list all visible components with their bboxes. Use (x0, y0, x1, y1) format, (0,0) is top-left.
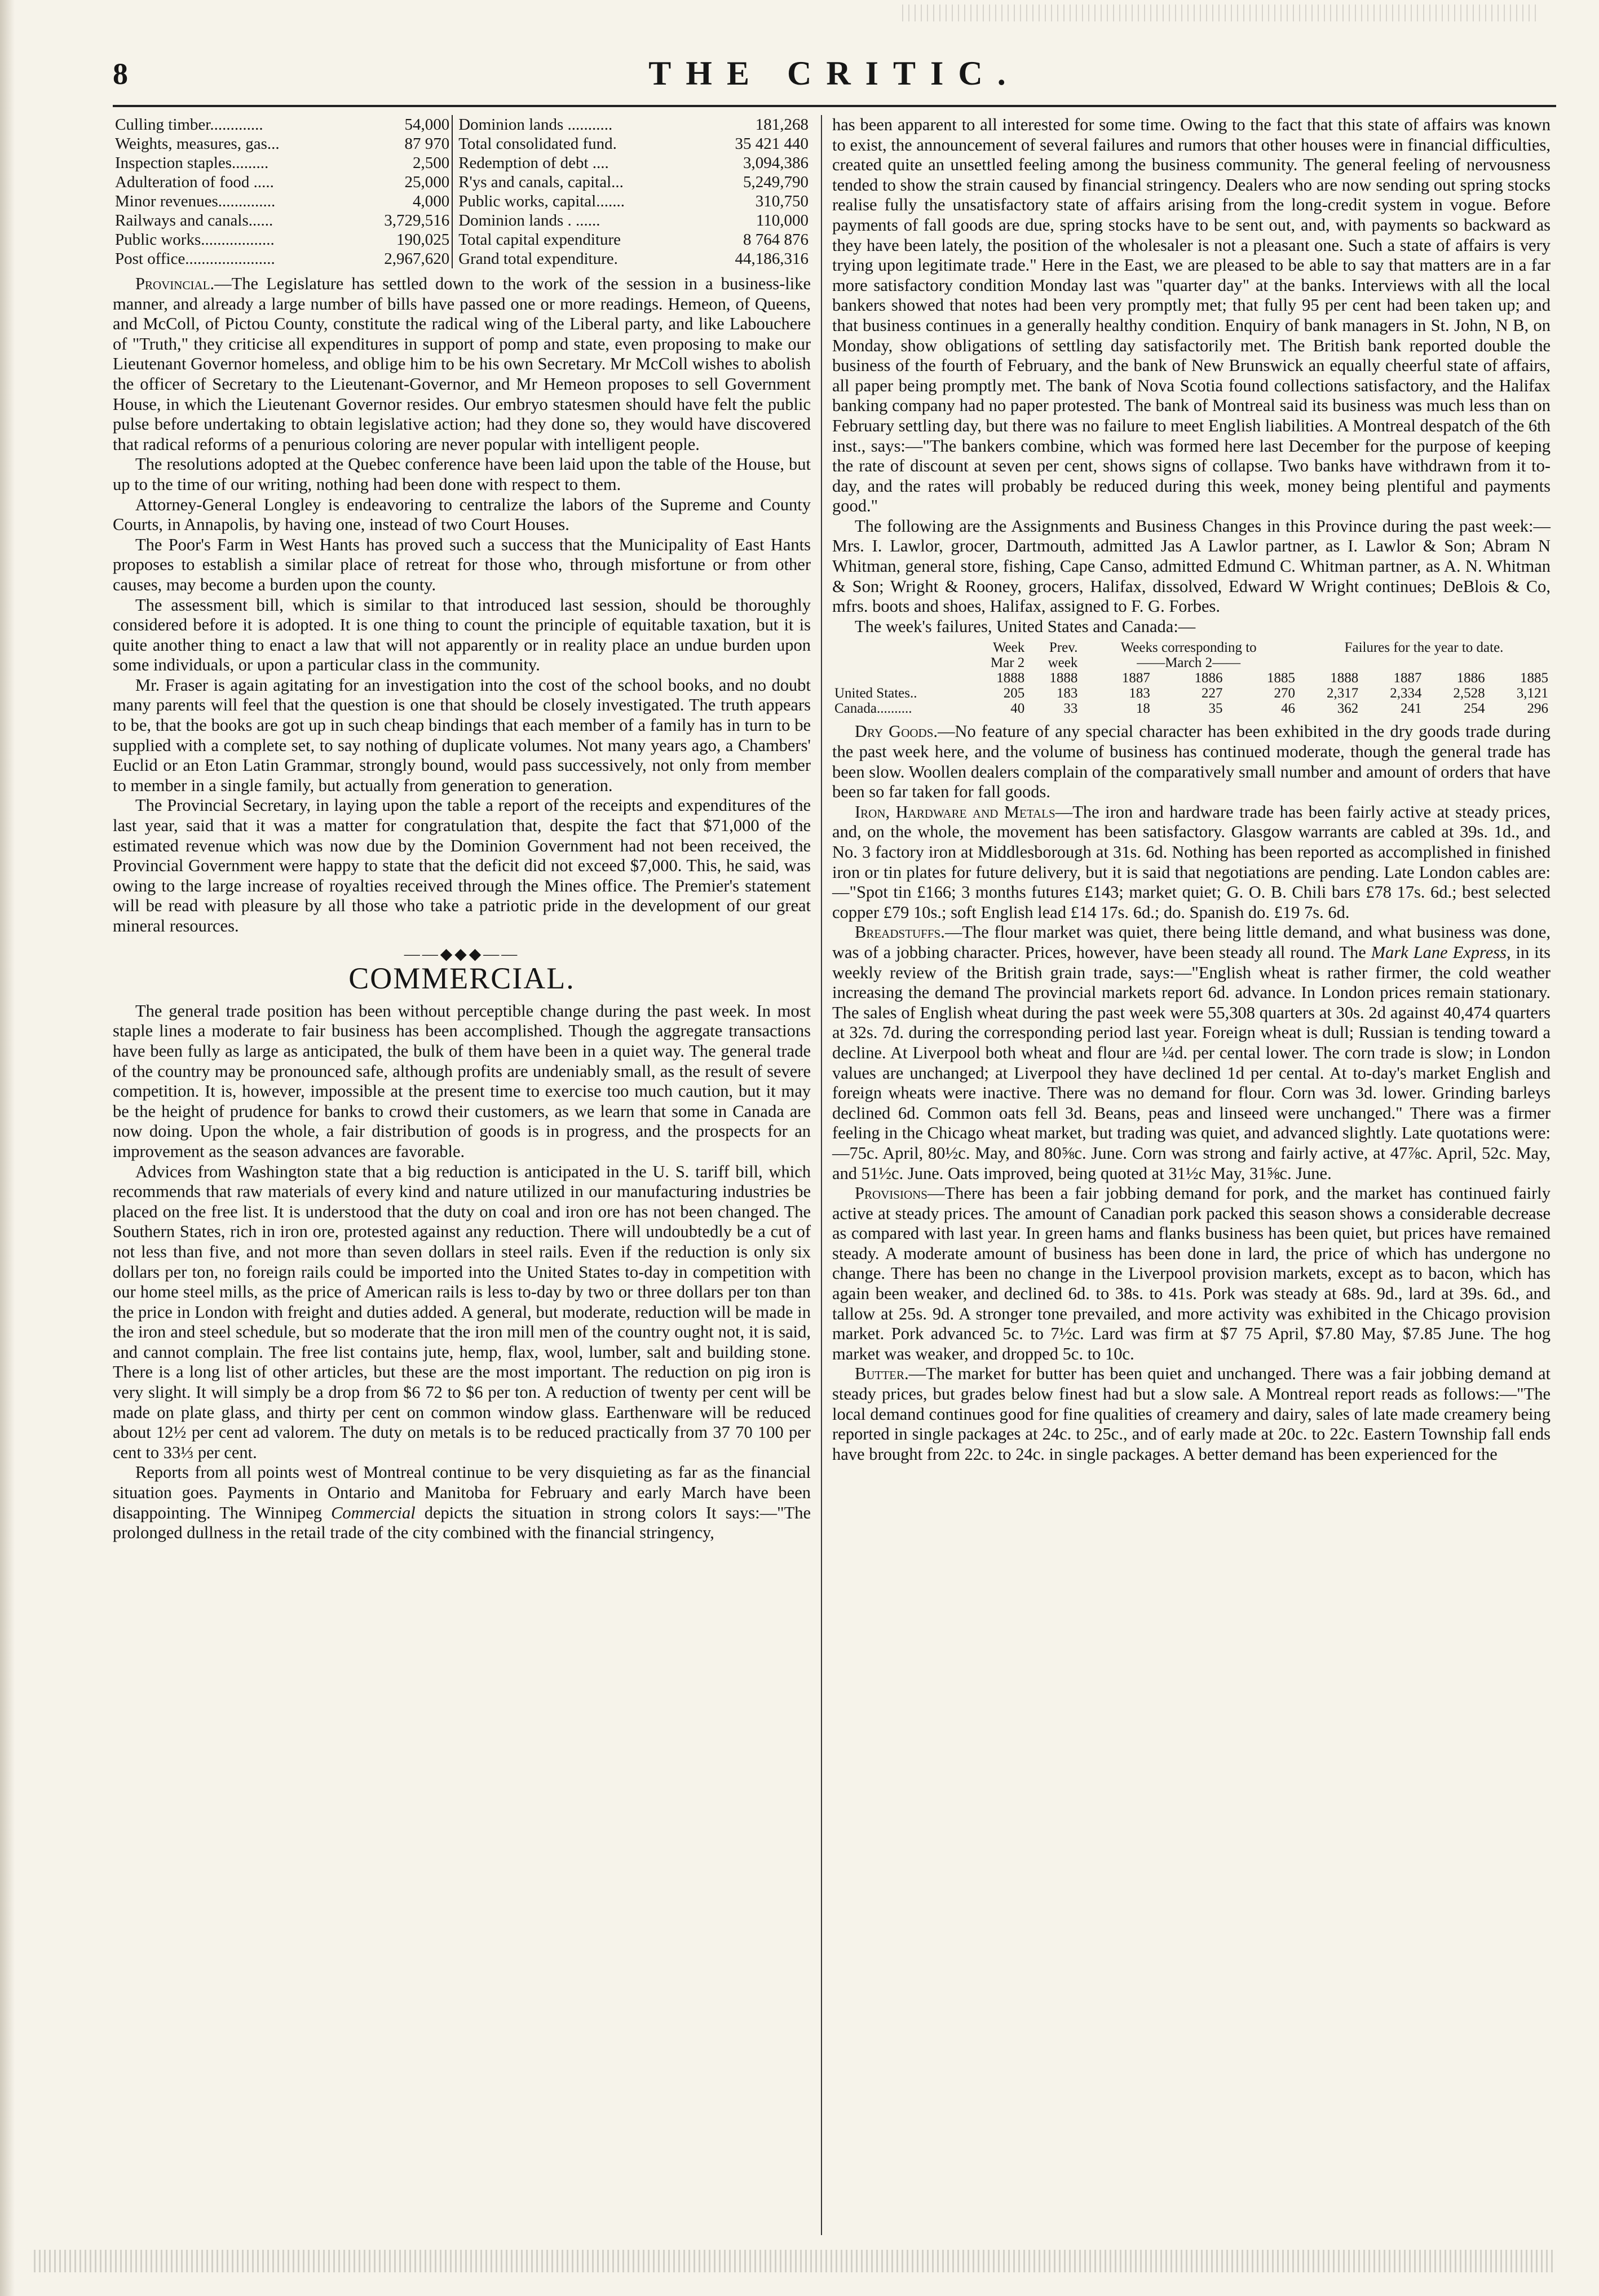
failures-cell: 2,317 (1326, 686, 1359, 701)
failures-cell: United States.. (834, 686, 917, 701)
expenditure-cell: 25,000 (404, 173, 450, 191)
expenditure-row (113, 173, 811, 192)
expenditure-cell: Public works.................. (115, 231, 275, 249)
expenditure-cell: 110,000 (756, 211, 809, 229)
expenditure-cell: Post office...................... (115, 250, 275, 268)
provisions-lead: Provisions (855, 1184, 927, 1203)
failures-cell: 241 (1400, 701, 1422, 717)
failures-h1-cell: Weeks corresponding to (1120, 640, 1257, 656)
expenditure-row (113, 249, 811, 268)
commercial-p3-b: depicts the situation in strong colors It says:—"The prolonged dullness in the retail trade of the city combined with the financial stringency, (113, 1503, 811, 1543)
section-ornament: ——◆◆◆—— (404, 945, 520, 963)
commercial-p1: The general trade position has been without perceptible change during the past week. In most staple lines a moderate to fair business has been accomplished. Though the aggregate transactions have been fully as large as anticipated, the bulk of them have been in a quiet way. The general trade of the country may be pronounced safe, although profits are undeniably small, as the result of severe competition. It is, however, impossible at the present time to exercise too much caution, but it may be the height of prudence for banks to crowd their customers, as we learn that some in Canada are now doing. Upon the whole, a fair distribution of goods is in progress, and the prospects for an improvement as the season advances are favorable. (113, 1001, 811, 1161)
expenditure-cell: Weights, measures, gas... (115, 135, 280, 153)
expenditure-cell: Railways and canals...... (115, 211, 273, 229)
failures-h1-cell: Failures for the year to date. (1344, 640, 1504, 656)
expenditure-cell: Culling timber............. (115, 116, 263, 134)
expenditure-cell: Inspection staples......... (115, 154, 269, 172)
provincial-p5: The assessment bill, which is similar to that introduced last session, should be thoroughly considered before it is adopted. It is one thing to count the principle of equitable taxation, but it is quite another thing to enact a law that will not apparently or in reality place an undue burden upon some individuals, or upon a particular class in the community. (113, 595, 811, 675)
expenditure-cell: 2,967,620 (384, 250, 450, 268)
provincial-lead: Provincial. (135, 274, 215, 293)
commercial-p3-a: Reports from all points west of Montreal continue to be very disquieting as far as the financial situation goes. Payments in Ontario and Manitoba for February and early March have been disappointing. The Winnipeg (113, 1463, 811, 1522)
expenditure-cell: Adulteration of food ..... (115, 173, 274, 191)
masthead (113, 56, 1556, 96)
right-p1: has been apparent to all interested for some time. Owing to the fact that this state of affairs was known to exist, the announcement of several failures and rumors that other houses were in financial difficulties, created quite an unsettled feeling among the business community. The general feeling of nervousness tended to show the strain caused by financial stringency. Dealers who are now sending out spring stocks realise fully the unsatisfactory state of affairs arising from the long-credit system in vogue. Before payments of fall goods are due, spring stocks have to be sent out, and, with payments so backward as they have been lately, the position of the wholesaler is not a pleasant one. Such a state of affairs is very trying upon legitimate trade." Here in the East, we are pleased to be able to say that matters are in a far more satisfactory condition Monday last was "quarter day" at the banks. Interviews with all the local bankers showed that notes had been very promptly met; that fully 95 per cent had been taken up; and that business continues in a generally healthy condition. Enquiry of bank managers in St. John, N B, on Monday, show obligations of settling day satisfactorily met. The British bank reported double the business of the fourth of February, and the bank of New Brunswick an equally cheerful state of affairs, all paper being promptly met. The bank of Nova Scotia found collections satisfactory, and the Halifax banking company had no paper protested. The bank of Montreal said its business was much less than on February settling day, but there was no failure to meet English liabilities. A Montreal despatch of the 6th inst., says:—"The bankers combine, which was formed here last December for the purpose of keeping the rate of discount at seven per cent, shows signs of collapse. Two banks have withdrawn from it to-day, and the rates will probably be reduced during this week, money being plentiful and payments good." (832, 115, 1551, 516)
commercial-heading: COMMERCIAL. (348, 961, 575, 996)
expenditure-table (113, 115, 811, 268)
expenditure-cell: Minor revenues.............. (115, 192, 276, 210)
breadstuffs-lead: Breadstuffs. (855, 922, 945, 942)
butter-lead: Butter. (855, 1364, 909, 1384)
failures-years-row (832, 670, 1551, 686)
failures-year-cell: 1886 (1456, 670, 1485, 686)
right-p3: The week's failures, United States and Canada:— (855, 616, 1196, 636)
expenditure-cell: Dominion lands ........... (452, 115, 700, 134)
expenditure-cell: 8 764 876 (743, 231, 809, 249)
failures-cell: 183 (1129, 686, 1150, 701)
butter-text: —The market for butter has been quiet and unchanged. There was a fair jobbing demand at steady prices, but grades below finest had but a slow sale. A Montreal report reads as follows:—"The local demand continues good for fine qualities of creamery and dairy, sales of late made creamery being reported in single packages at 24c. to 25c., and of early made at 20c. to 22c. Eastern Township fall ends have brought from 22c. to 24c. in single packages. A better demand has been experienced for the (832, 1364, 1551, 1464)
failures-cell: 227 (1201, 686, 1223, 701)
expenditure-cell: Dominion lands . ...... (452, 211, 700, 230)
failures-year-cell: 1888 (996, 670, 1025, 686)
expenditure-row (113, 134, 811, 153)
expenditure-row (113, 153, 811, 173)
commercial-p2: Advices from Washington state that a big reduction is anticipated in the U. S. tariff bill, which recommends that raw materials of every kind and nature utilized in our manufacturing industries be placed on the free list. It is understood that the duty on coal and iron ore has not been changed. The Southern States, rich in iron ore, protested against any reduction. There will undoubtedly be a cut of not less than five, and not more than seven dollars in steel rails. Even if the reduction is only six dollars per ton, no foreign rails could be imported into the United States to-day in competition with our home steel mills, as the price of American rails is less to-day by two or three dollars per ton than the price in London with freight and duties added. A general, but moderate, reduction will be made in the iron and steel schedule, but so moderate that the iron mill men of the country ought not, it is said, and cannot complain. The free list contains jute, hemp, flax, wool, lumber, salt and building stone. There is a long list of other articles, but these are the most important. The reduction on pig iron is very slight. It will simply be a drop from $6 72 to $6 per ton. A reduction of twenty per cent will be made on plate glass, and thirty per cent on common window glass. Earthenware will be reduced about 12½ per cent ad valorem. The duty on metals is to be reduced practically from 37 70 100 per cent to 33⅓ per cent. (113, 1162, 811, 1462)
print-smudge-bottom (34, 2250, 1556, 2272)
expenditure-cell: 5,249,790 (743, 173, 809, 191)
failures-year-cell: 1888 (1049, 670, 1078, 686)
column-divider (821, 115, 822, 2235)
failures-h2-cell (1297, 655, 1551, 670)
failures-cell: 270 (1274, 686, 1296, 701)
expenditure-cell: R'ys and canals, capital... (452, 173, 700, 192)
breadstuffs-text-a: —The flour market was quiet, there being little demand, and what business was done, was of a jobbing character. Prices, however, have been steady all round. The (832, 922, 1551, 962)
expenditure-cell: 3,729,516 (384, 211, 450, 229)
expenditure-cell: 310,750 (755, 192, 809, 210)
failures-h1-cell (832, 640, 967, 655)
page-number: 8 (113, 57, 128, 91)
failures-year-cell: 1885 (1520, 670, 1548, 686)
expenditure-cell: 2,500 (412, 154, 450, 172)
provincial-p3: Attorney-General Longley is endeavoring to centralize the labors of the Supreme and County Courts, in Annapolis, by having one, instead of two Court Houses. (113, 494, 811, 535)
expenditure-cell: 87 970 (404, 135, 450, 153)
failures-h2-cell: Mar 2 (990, 655, 1025, 671)
failures-h1-cell: Week (992, 640, 1025, 656)
provisions-text: —There has been a fair jobbing demand for pork, and the market has continued fairly active at steady prices. The amount of Canadian pork packed this season shows a considerable decrease as compared with last year. In green hams and flanks business has been quiet, but prices have remained steady. A moderate amount of business has been done in lard, the price of which has undergone no change. There has been no change in the Liverpool provision markets, except as to bacon, which has again been weaker, and declined 6d. to 38s. to 41s. Pork was steady at 68s. 9d., lard at 39s. 6d., and tallow at 25s. 9d. A stronger tone prevailed, and more activity was exhibited in the Chicago provision market. Pork advanced 5c. to 7½c. Lard was firm at $7 75 April, $7.80 May, $7.85 June. The hog market was weaker, and dropped 5c. to 10c. (832, 1184, 1551, 1363)
breadstuffs-article (832, 922, 1551, 1184)
provincial-p1: —The Legislature has settled down to the work of the session in a business-like manner, and already a large number of bills have passed one or more readings. Hemeon, of Queens, and McColl, of Pictou County, constitute the radical wing of the Liberal party, and like Labouchere of "Truth," they criticise all expenditures in support of pomp and state, even proposing to make our Lieutenant Governor homeless, and oblige him to be his own Secretary. Mr McColl wishes to abolish the officer of Secretary to the Lieutenant-Governor, and Mr Hemeon proposes to sell Government House, in which the Lieutenant Governor resides. Our embryo statesmen should have felt the public pulse before undertaking to obtain legislative action; had they done so, they would have discovered that radical reforms of a penurious coloring are never popular with intelligent people. (113, 274, 811, 454)
commercial-p3 (113, 1463, 811, 1543)
print-smudge-top (902, 5, 1539, 21)
dry-goods-article (832, 722, 1551, 802)
failures-cell: 18 (1136, 701, 1150, 717)
failures-cell: 205 (1003, 686, 1025, 701)
breadstuffs-text-b: , in its weekly review of the British grain trade, says:—"English wheat is rather firmer, the cold weather increasing the demand The provincial markets report 6d. advance. In London prices remain stationary. The sales of English wheat during the past week were 55,308 quarters at 30s. 2d against 40,474 quarters at 32s. 7d. during the corresponding period last year. Foreign wheat is dull; Russian is tending toward a decline. At Liverpool both wheat and flour are ¼d. per cental lower. The corn trade is slow; in London values are unchanged; at Liverpool they have declined 1d per cental. At to-day's market English and foreign wheats were inactive. There was no demand for flour. Corn was 3d. lower. Grinding barleys declined 6d. Common oats fell 3d. Beans, peas and linseed were unchanged." There was a firmer feeling in the Chicago wheat market, but trading was quiet, and advanced slightly. Late quotations were:—75c. April, 80½c. May, and 80⅝c. June. Corn was strong and fairly active, at 47⅞c. April, 52c. May, and 51½c. June. Oats improved, being quoted at 31½c May, 31⅝c. June. (832, 942, 1551, 1183)
failures-row (832, 686, 1551, 701)
dry-goods-lead: Dry Goods. (855, 722, 938, 741)
failures-cell: 33 (1063, 701, 1078, 717)
failures-cell: 362 (1337, 701, 1359, 717)
failures-year-cell: 1886 (1194, 670, 1223, 686)
failures-header-1 (832, 640, 1551, 655)
failures-cell: 183 (1056, 686, 1078, 701)
failures-cell: 296 (1527, 701, 1548, 717)
provincial-article (113, 274, 811, 454)
failures-year-cell (832, 670, 967, 686)
right-column (832, 115, 1551, 1464)
failures-cell: 3,121 (1516, 686, 1548, 701)
failures-year-cell: 1887 (1121, 670, 1150, 686)
expenditure-row (113, 192, 811, 211)
expenditure-row (113, 230, 811, 249)
failures-h2-cell (832, 655, 967, 670)
expenditure-cell: Total consolidated fund. (452, 134, 700, 153)
provincial-p6: Mr. Fraser is again agitating for an investigation into the cost of the school books, and no doubt many parents will feel that the question is one that should be closely investigated. The truth appears to be, that the books are got up in such cheap bindings that each member of a family has in turn to be supplied with a complete set, to say nothing of duplicate volumes. Not many years ago, a Chambers' Euclid or an Eton Latin Grammar, strongly bound, would pass successively, not only from member to member in a single family, but actually from generation to generation. (113, 675, 811, 795)
failures-row (832, 701, 1551, 716)
header-rule (113, 105, 1556, 107)
failures-year-cell: 1887 (1393, 670, 1422, 686)
expenditure-cell: 181,268 (755, 116, 809, 134)
provincial-p2: The resolutions adopted at the Quebec conference have been laid upon the table of the House, but up to the time of our writing, nothing had been done with respect to them. (113, 454, 811, 494)
expenditure-row (113, 115, 811, 134)
provincial-p4: The Poor's Farm in West Hants has proved such a success that the Municipality of East Hants proposes to establish a similar place of retreat for those who, through misfortune or from other causes, may become a burden upon the county. (113, 535, 811, 594)
provincial-p7: The Provincial Secretary, in laying upon the table a report of the receipts and expenditures of the last year, said that it was a matter for congratulation that, despite the fact that $71,000 of the estimated revenue which was now due by the Dominion Government had not been received, the Provincial Government were happy to state that the deficit did not exceed $7,000. This, he said, was owing to the large increase of royalties received through the Mines office. The Premier's statement will be read with pleasure by all those who take a patriotic pride in the development of our great mineral resources. (113, 796, 811, 935)
failures-header-2 (832, 655, 1551, 670)
failures-h2-cell: ——March 2—— (1137, 655, 1241, 671)
right-p2: The following are the Assignments and Business Changes in this Province during the past week:—Mrs. I. Lawlor, grocer, Dartmouth, admitted Jas A Lawlor partner, as I. Lawlor & Son; Abram N Whitman, general store, fishing, Cape Canso, admitted Edmund C. Whitman partner, as A. N. Whitman & Son; Wright & Rooney, grocers, Halifax, dissolved, Edward W Wright continues; DeBlois & Co, mfrs. boots and shoes, Halifax, assigned to F. G. Forbes. (832, 516, 1551, 616)
failures-cell: 2,528 (1453, 686, 1485, 701)
failures-cell: 40 (1010, 701, 1025, 717)
commercial-p3-italic: Commercial (331, 1503, 416, 1522)
failures-cell: 35 (1208, 701, 1223, 717)
butter-article (832, 1364, 1551, 1464)
left-column (113, 115, 811, 1543)
expenditure-cell: Redemption of debt .... (452, 153, 700, 173)
iron-lead: Iron, Hardware and Metals (855, 802, 1055, 822)
expenditure-cell: Grand total expenditure. (452, 249, 700, 268)
expenditure-cell: 44,186,316 (735, 250, 809, 268)
expenditure-cell: 35 421 440 (735, 135, 809, 153)
iron-text: —The iron and hardware trade has been fairly active at steady prices, and, on the whole, the movement has been satisfactory. Glasgow warrants are cabled at 39s. 1d., and No. 3 factory iron at Middlesborough at 31s. 6d. Nothing has been reported as accomplished in finished iron or tin plates for future delivery, but it is said that negotiations are pending. Late London cables are:—"Spot tin £166; 3 months futures £143; market quiet; G. O. B. Chili bars £78 17s. 6d.; best selected copper £79 10s.; soft English lead £14 17s. 6d.; do. Spanish do. £19 7s. 6d. (832, 802, 1551, 922)
failures-cell: 254 (1464, 701, 1485, 717)
expenditure-cell: 4,000 (412, 192, 450, 210)
expenditure-row (113, 211, 811, 230)
iron-article (832, 802, 1551, 923)
breadstuffs-italic: Mark Lane Express (1371, 942, 1507, 962)
failures-h1-cell: Prev. (1049, 640, 1078, 656)
failures-year-cell: 1885 (1267, 670, 1296, 686)
failures-cell: Canada.......... (834, 701, 912, 717)
failures-cell: 46 (1281, 701, 1296, 717)
failures-cell: 2,334 (1390, 686, 1422, 701)
newspaper-title: THE CRITIC. (648, 55, 1021, 92)
provisions-article (832, 1184, 1551, 1364)
failures-year-cell: 1888 (1330, 670, 1359, 686)
dry-goods-text: —No feature of any special character has been exhibited in the dry goods trade during the past week here, and the volume of business has continued moderate, though the general trade has been slow. Woollen dealers complain of the comparatively small number and amount of orders that have been so far taken for fall goods. (832, 722, 1551, 802)
expenditure-cell: Total capital expenditure (452, 230, 700, 249)
expenditure-cell: 54,000 (404, 116, 450, 134)
expenditure-cell: 190,025 (396, 231, 450, 249)
expenditure-cell: 3,094,386 (743, 154, 809, 172)
page-edge-shadow (0, 0, 15, 2296)
failures-table (832, 640, 1551, 716)
expenditure-cell: Public works, capital....... (452, 192, 700, 211)
failures-h2-cell: week (1048, 655, 1078, 671)
